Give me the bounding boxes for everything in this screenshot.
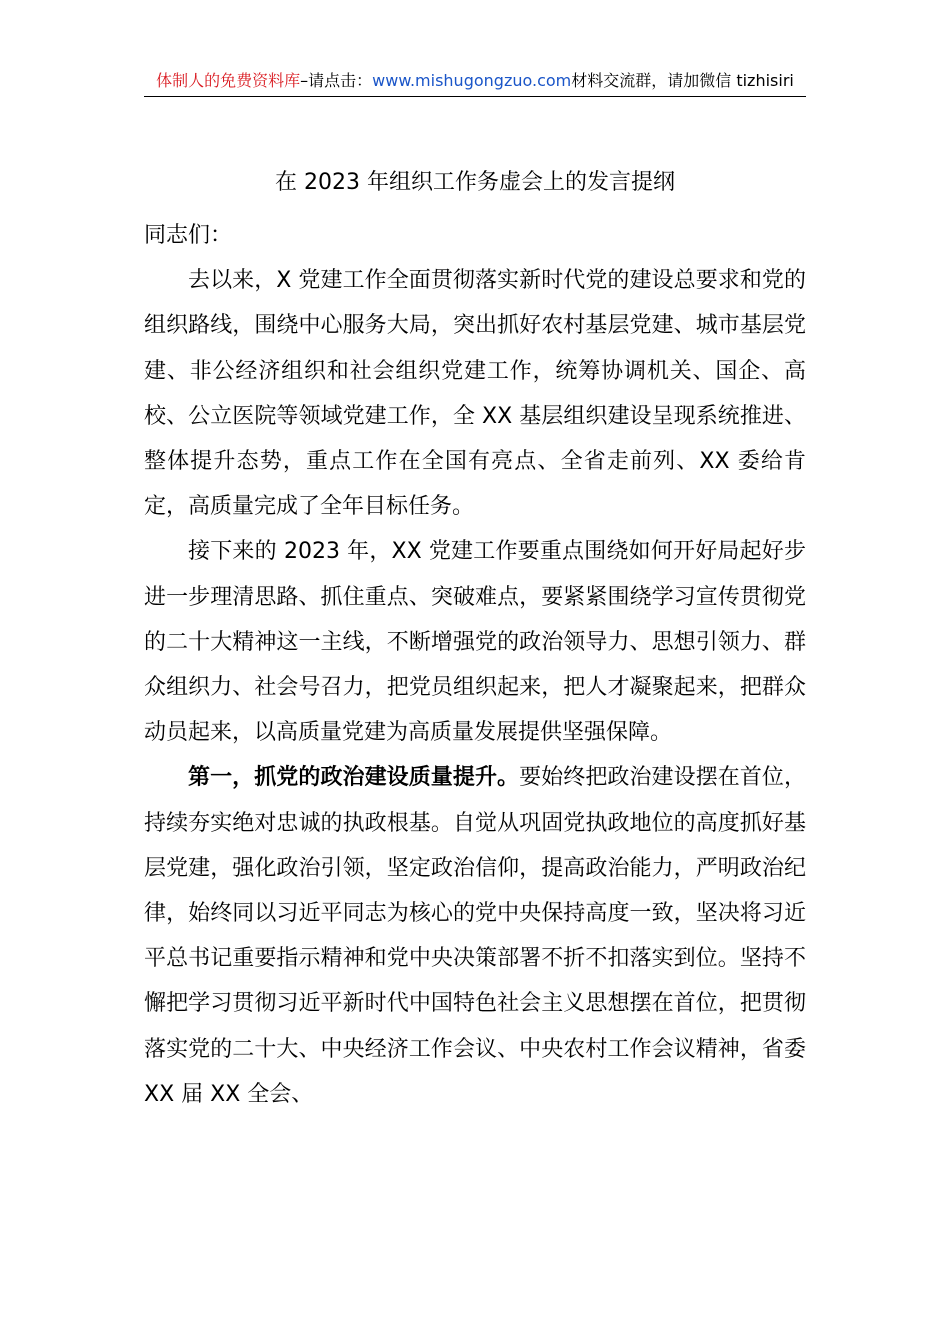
header-brand: 体制人的免费资料库 bbox=[156, 71, 301, 90]
paragraph-1: 去以来，X 党建工作全面贯彻落实新时代党的建设总要求和党的组织路线，围绕中心服务大局，突出抓好农村基层党建、城市基层党建、非公经济组织和社会组织党建工作，统筹协调机关、国企、高校、公立医院等领域党建工作，全 XX 基层组织建设呈现系统推进、整体提升态势，重点工作在全国有亮点、全省走前列、XX 委给肯定，高质量完成了全年目标任务。 bbox=[144, 268, 806, 520]
header-contact: 材料交流群，请加微信 tizhisiri bbox=[571, 71, 794, 90]
page-header bbox=[144, 68, 806, 97]
document-body bbox=[144, 213, 806, 1117]
section-1-paragraph bbox=[144, 755, 806, 1117]
document-title: 在 2023 年组织工作务虚会上的发言提纲 bbox=[275, 170, 675, 195]
section-1-body: 要始终把政治建设摆在首位，持续夯实绝对忠诚的执政根基。自觉从巩固党执政地位的高度抓好基层党建，强化政治引领，坚定政治信仰，提高政治能力，严明政治纪律，始终同以习近平同志为核心的党中央保持高度一致，坚决将习近平总书记重要指示精神和党中央决策部署不折不扣落实到位。坚持不懈把学习贯彻习近平新时代中国特色社会主义思想摆在首位，把贯彻落实党的二十大、中央经济工作会议、中央农村工作会议精神，省委 XX 届 XX 全会、 bbox=[144, 765, 806, 1107]
paragraph-2: 接下来的 2023 年，XX 党建工作要重点围绕如何开好局起好步进一步理清思路、抓住重点、突破难点，要紧紧围绕学习宣传贯彻党的二十大精神这一主线，不断增强党的政治领导力、思想引领力、群众组织力、社会号召力，把党员组织起来，把人才凝聚起来，把群众动员起来，以高质量党建为高质量发展提供坚强保障。 bbox=[144, 539, 806, 746]
header-link[interactable]: www.mishugongzuo.com bbox=[372, 71, 572, 90]
header-separator: –请点击： bbox=[300, 71, 373, 90]
salutation: 同志们： bbox=[144, 223, 233, 248]
section-1-heading: 第一，抓党的政治建设质量提升。 bbox=[188, 765, 520, 791]
